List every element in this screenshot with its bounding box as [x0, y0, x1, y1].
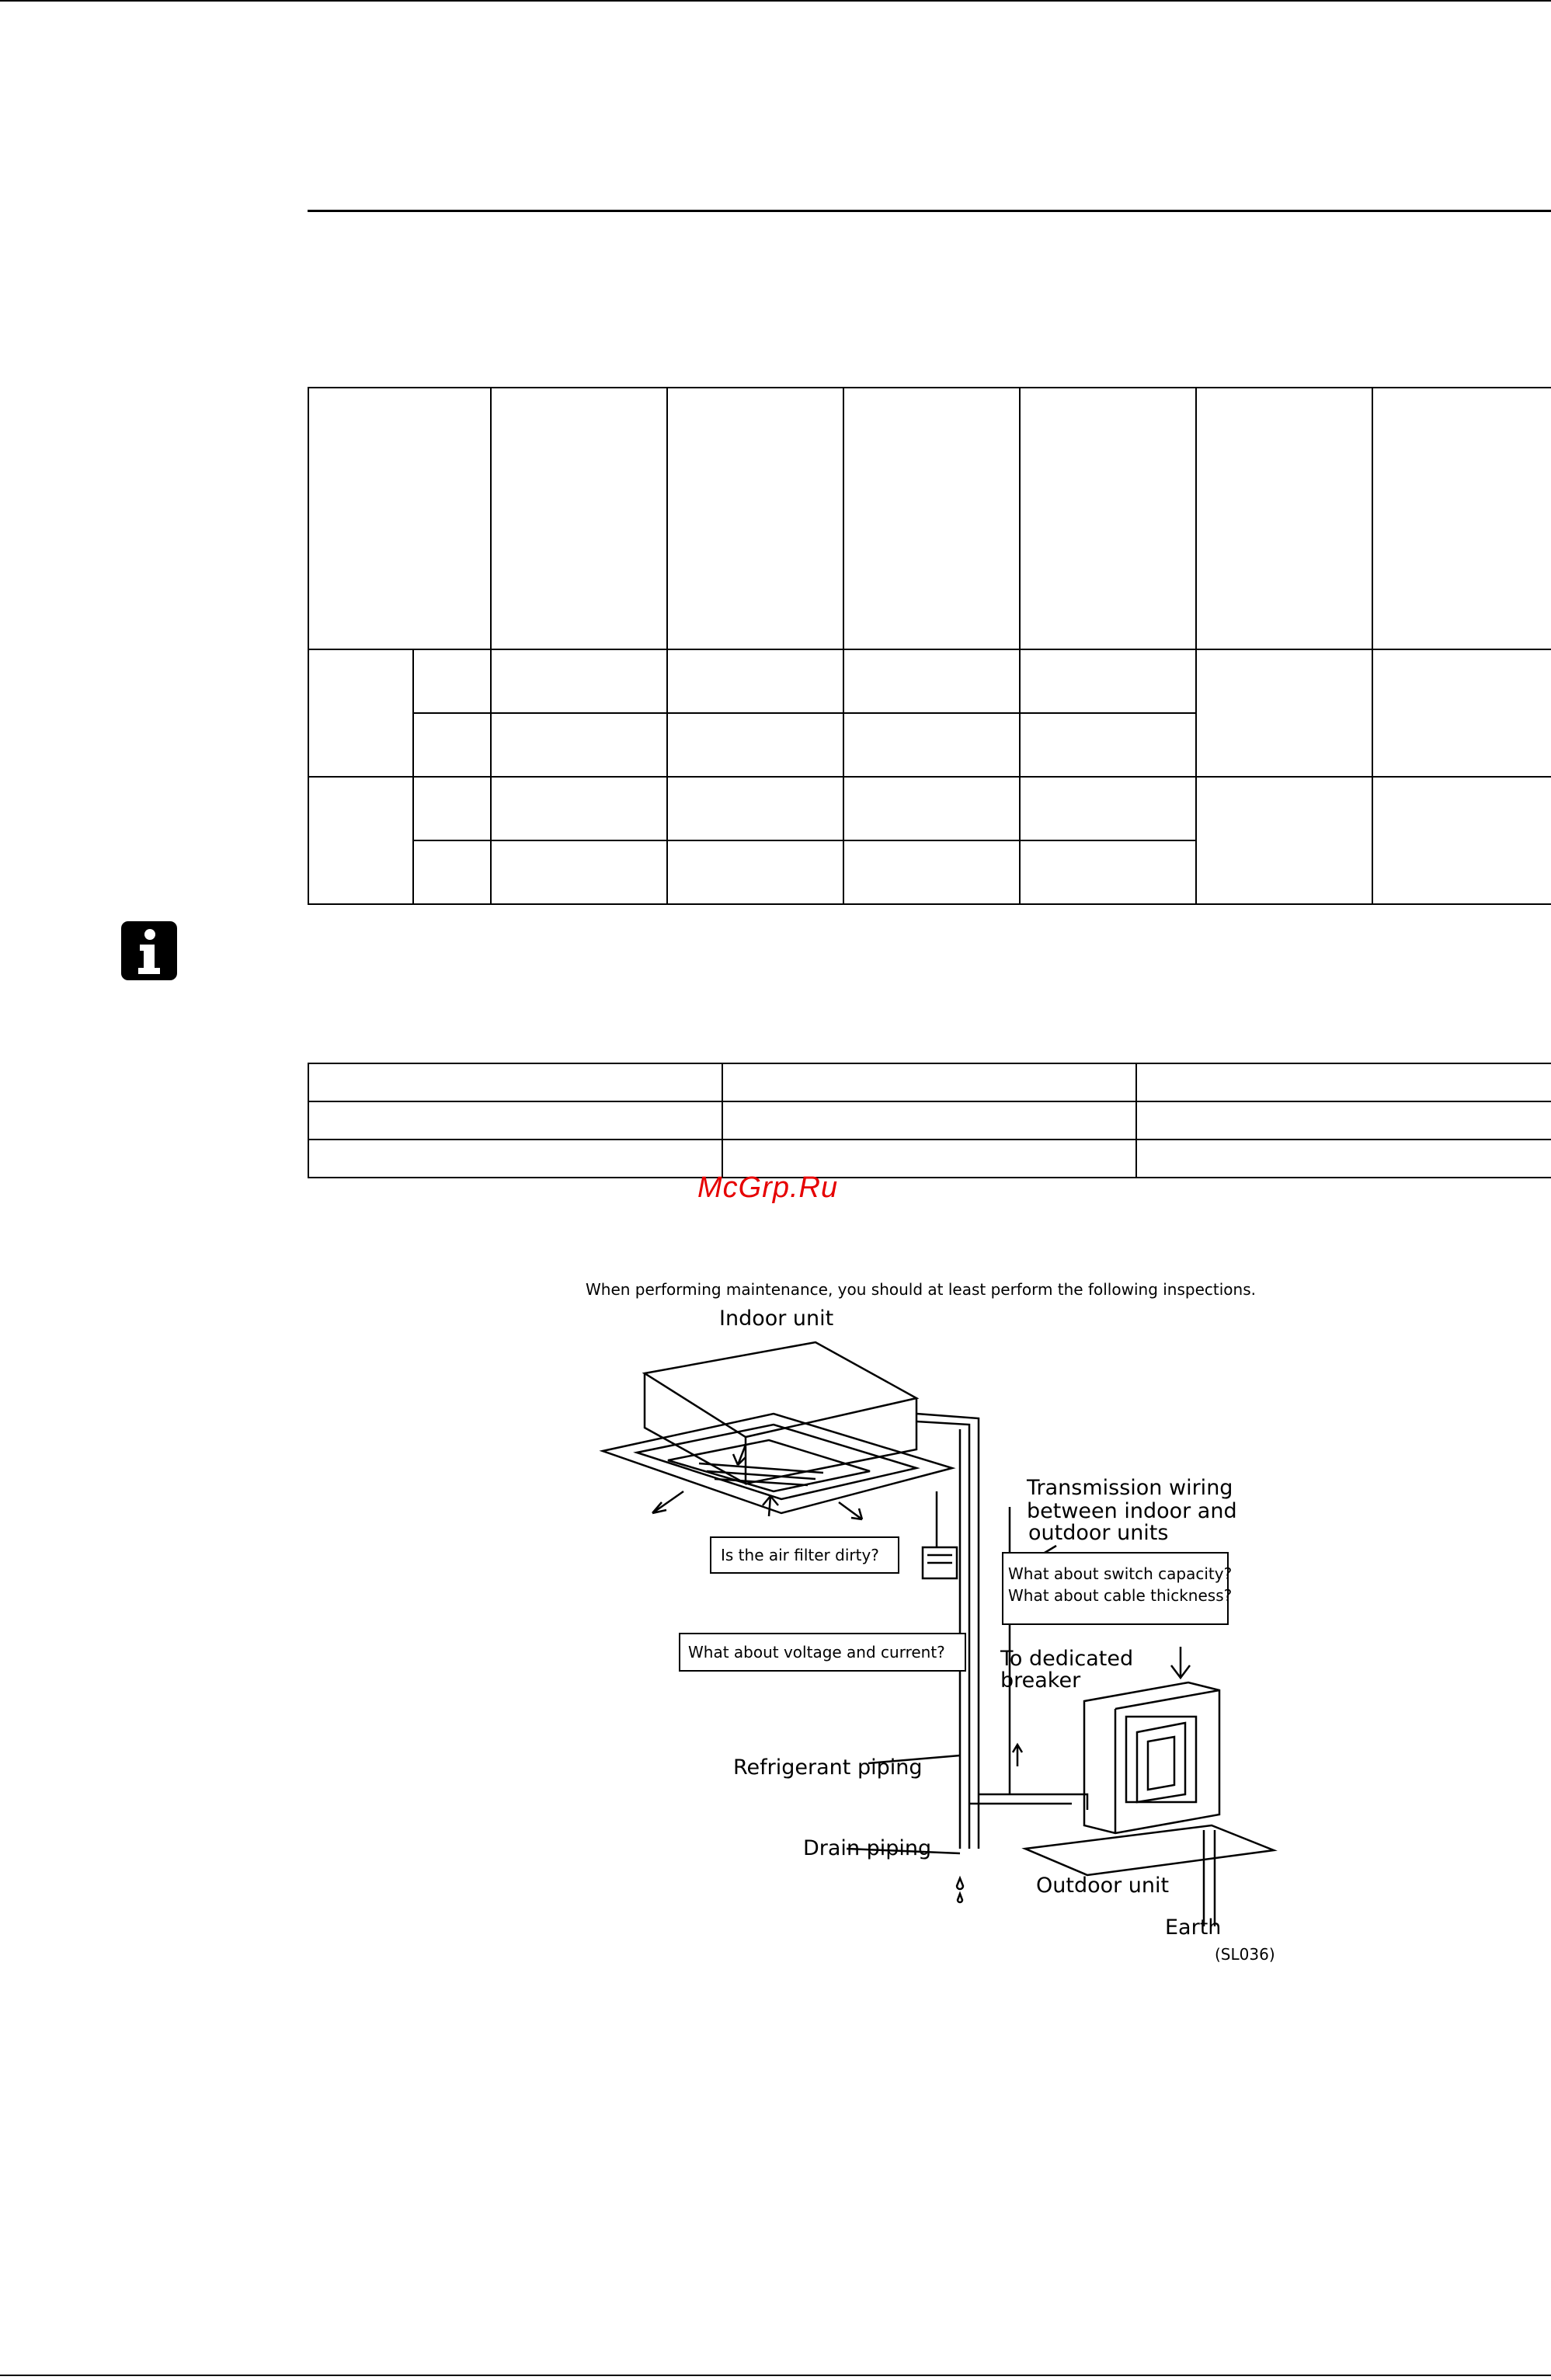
table-cell — [667, 388, 843, 649]
table-cell — [491, 388, 667, 649]
label-transmission-1: Transmission wiring — [1027, 1476, 1233, 1500]
figure-code: (SL036) — [1215, 1945, 1275, 1964]
table-cell — [722, 1101, 1136, 1140]
top-border-line — [0, 0, 1551, 2]
callout-cable-thickness: What about cable thickness? — [1008, 1586, 1233, 1605]
table-cell — [491, 649, 667, 713]
table-row — [308, 777, 1551, 840]
header-rule — [308, 210, 1551, 212]
table-cell — [1136, 1140, 1551, 1178]
callout-air-filter-text: Is the air filter dirty? — [721, 1546, 879, 1564]
indoor-unit-body — [645, 1342, 916, 1437]
table-cell — [308, 1063, 722, 1101]
table-cell — [413, 649, 491, 713]
outdoor-unit-body — [1084, 1682, 1219, 1833]
label-refrigerant-piping: Refrigerant piping — [733, 1755, 923, 1780]
table-cell — [667, 777, 843, 840]
table-cell — [1020, 840, 1196, 904]
table-cell — [843, 713, 1020, 777]
label-earth: Earth — [1165, 1915, 1222, 1940]
specification-table — [308, 387, 1551, 905]
earth-rod — [1204, 1830, 1215, 1926]
callout-air-filter — [710, 1536, 899, 1574]
table-cell — [1136, 1063, 1551, 1101]
table-row — [308, 1063, 1551, 1101]
table-cell — [1020, 713, 1196, 777]
table-cell — [308, 1101, 722, 1140]
table-cell — [843, 777, 1020, 840]
base-platform — [1025, 1825, 1274, 1875]
table-cell — [1136, 1101, 1551, 1140]
info-icon — [121, 921, 177, 980]
label-transmission-3: outdoor units — [1028, 1521, 1169, 1545]
table-cell — [1020, 649, 1196, 713]
drain-drop-icon — [957, 1878, 963, 1889]
airflow-arrow-icon — [763, 1496, 778, 1516]
label-drain-piping: Drain piping — [803, 1836, 932, 1860]
table-cell — [843, 649, 1020, 713]
table-cell — [491, 713, 667, 777]
label-breaker-2: breaker — [1000, 1668, 1081, 1693]
label-breaker-1: To dedicated — [1000, 1647, 1134, 1671]
footer-rule — [0, 2375, 1551, 2376]
table-cell — [491, 840, 667, 904]
figure-caption: When performing maintenance, you should at least perform the following inspections. — [586, 1280, 1256, 1299]
table-cell — [843, 840, 1020, 904]
callout-voltage-current — [679, 1633, 966, 1672]
airflow-arrow-icon — [652, 1491, 683, 1513]
lower-table — [308, 1063, 1551, 1178]
airflow-arrow-icon — [839, 1502, 862, 1519]
callout-switch-capacity: What about switch capacity? — [1008, 1564, 1233, 1583]
table-cell — [308, 649, 413, 777]
table-header-row — [308, 388, 1551, 649]
table-cell — [491, 777, 667, 840]
table-cell — [1196, 777, 1372, 904]
label-outdoor-unit: Outdoor unit — [1036, 1874, 1170, 1898]
table-cell — [1196, 388, 1372, 649]
callout-switch-cable — [1002, 1552, 1233, 1625]
table-row — [308, 649, 1551, 713]
watermark: McGrp.Ru — [697, 1171, 839, 1204]
table-cell — [843, 388, 1020, 649]
table-cell — [1372, 649, 1551, 777]
table-cell — [308, 777, 413, 904]
table-cell — [413, 713, 491, 777]
table-cell — [667, 840, 843, 904]
table-cell — [413, 840, 491, 904]
callout-voltage-text: What about voltage and current? — [688, 1643, 945, 1661]
table-cell — [667, 713, 843, 777]
table-cell — [1372, 777, 1551, 904]
table-cell — [1020, 777, 1196, 840]
table-cell — [1020, 388, 1196, 649]
breaker-arrow-icon — [1171, 1647, 1190, 1678]
table-cell — [413, 777, 491, 840]
table-cell — [1196, 649, 1372, 777]
table-cell — [667, 649, 843, 713]
label-transmission-2: between indoor and — [1027, 1499, 1237, 1523]
up-arrow-icon — [1013, 1745, 1022, 1766]
table-cell — [722, 1063, 1136, 1101]
label-indoor-unit: Indoor unit — [719, 1307, 834, 1331]
table-cell — [1372, 388, 1551, 649]
table-row — [308, 1101, 1551, 1140]
table-cell — [308, 388, 491, 649]
table-cell — [308, 1140, 722, 1178]
